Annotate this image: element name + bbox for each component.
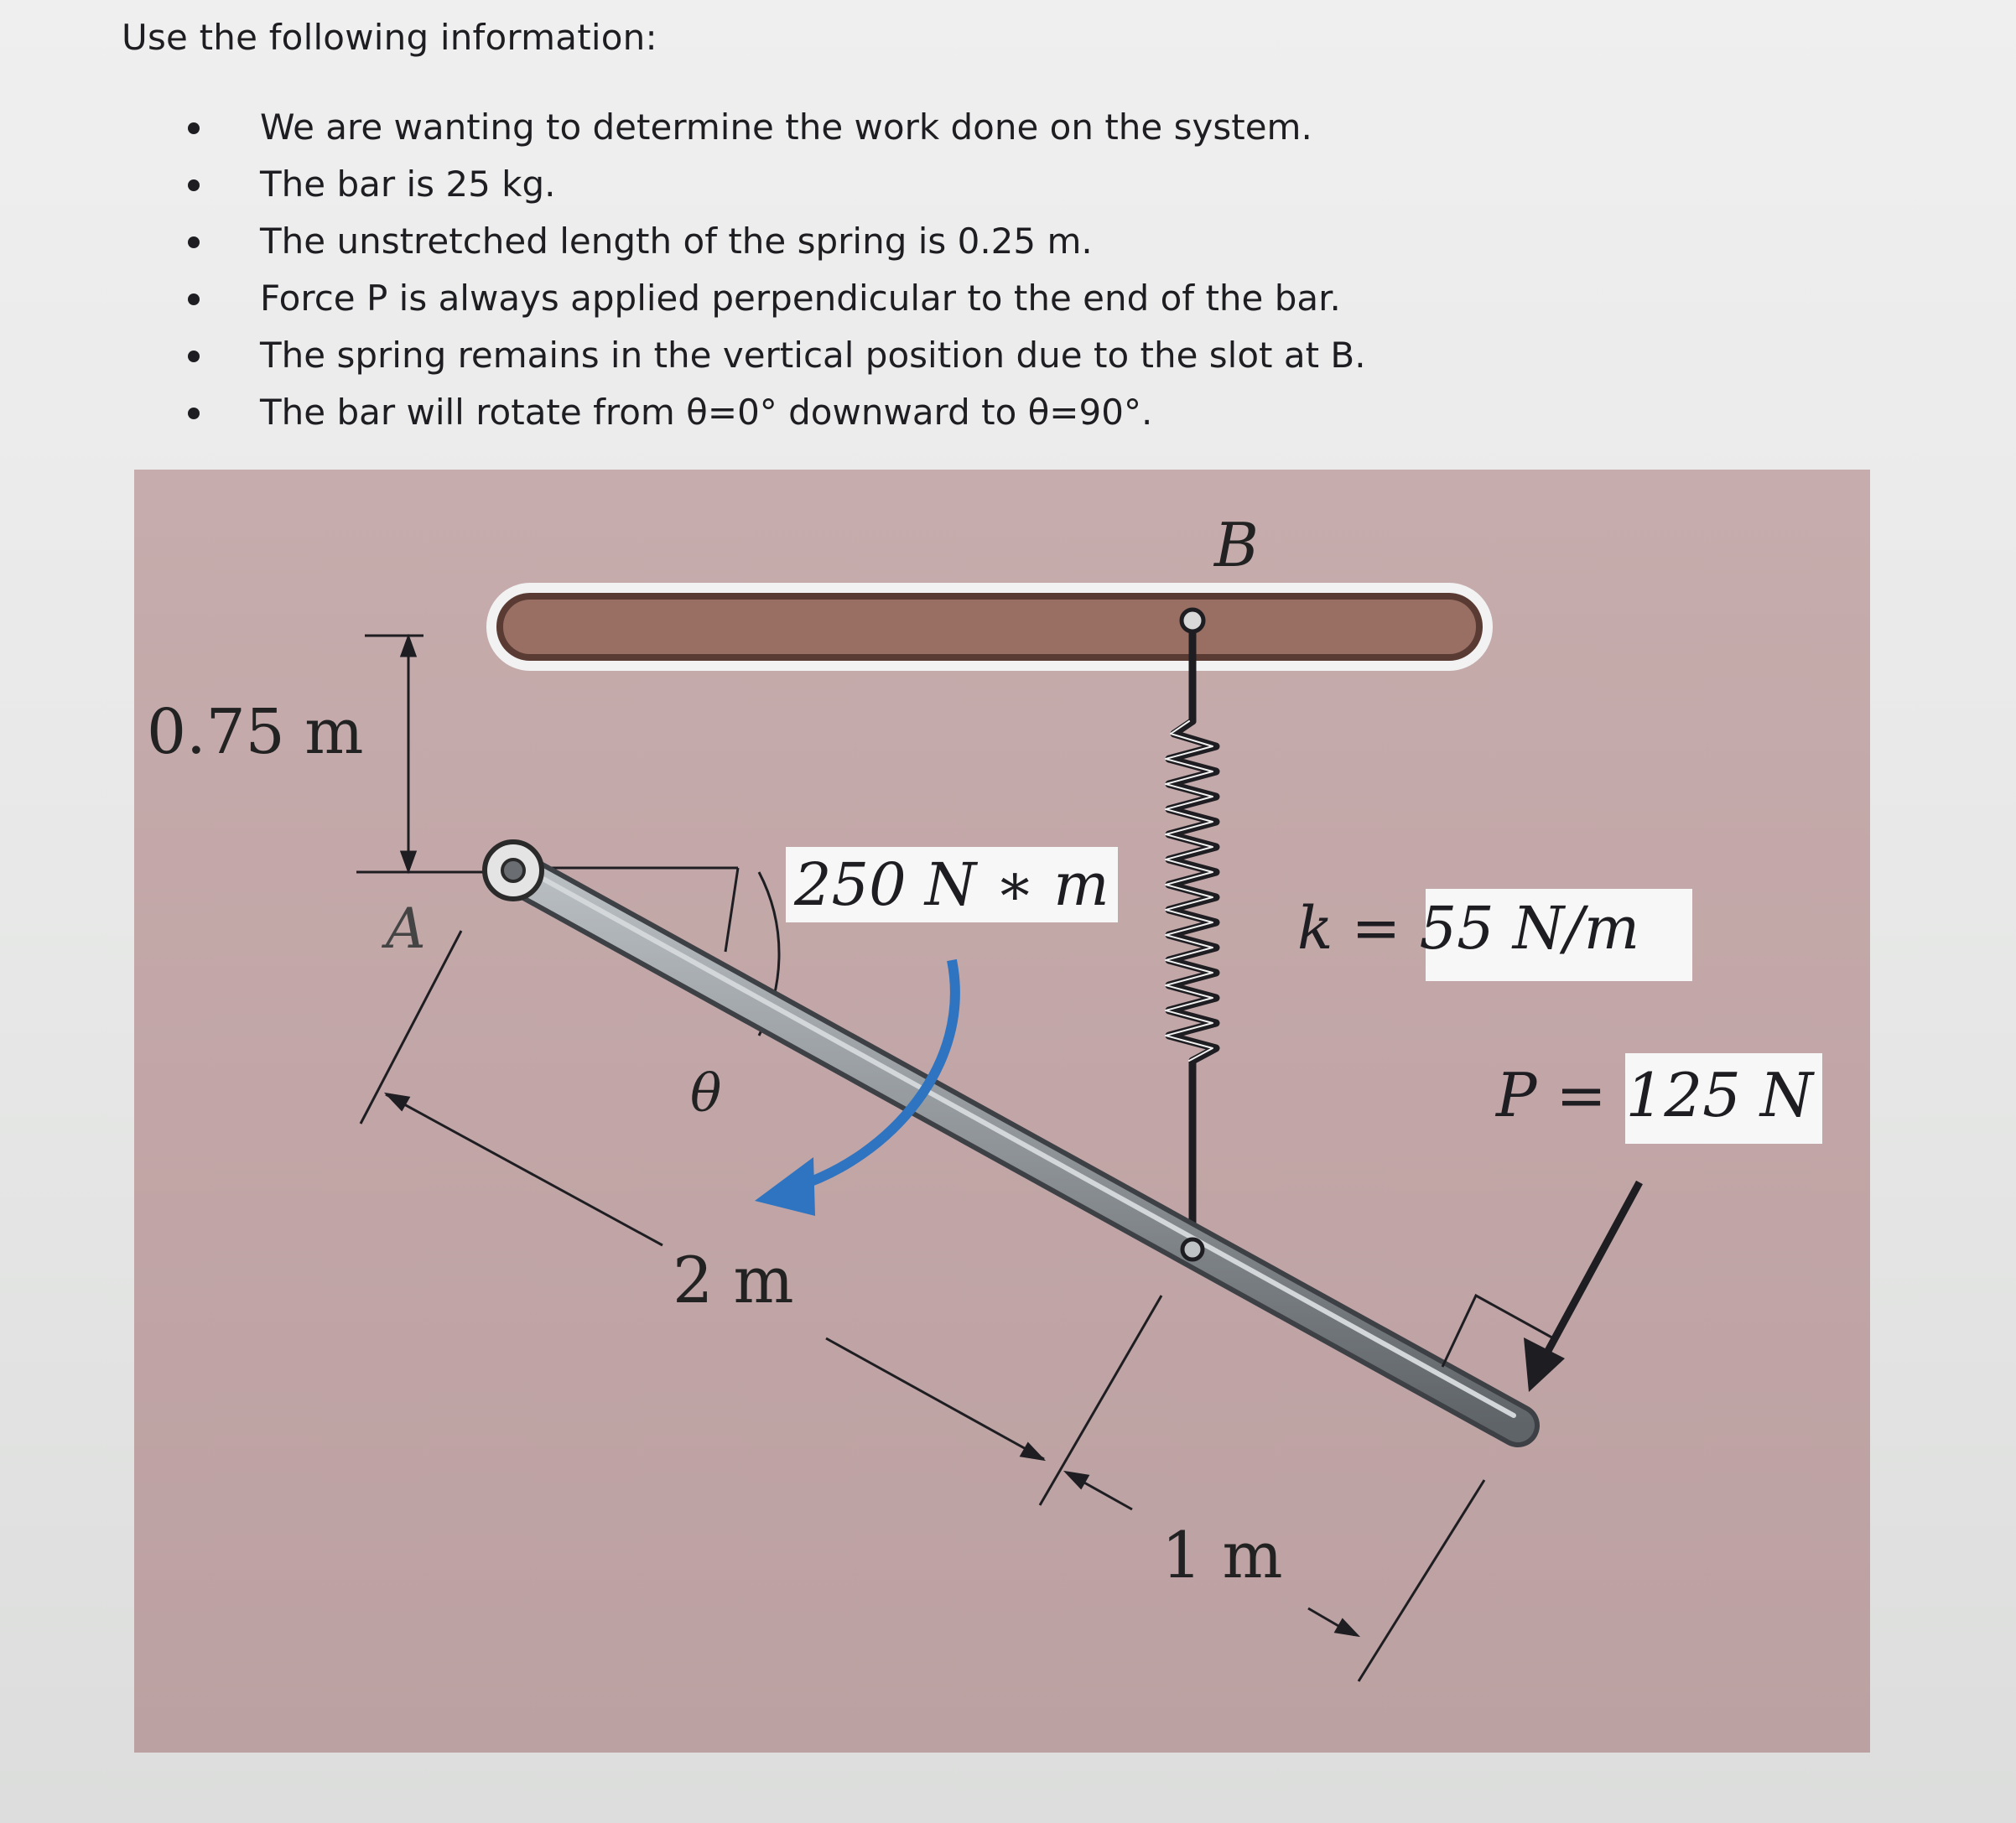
height-dimension: [356, 636, 507, 872]
spring-pin-icon: [1182, 1239, 1203, 1259]
bullet-icon: [188, 408, 200, 419]
bullet-icon: [188, 293, 200, 305]
list-item: Force P is always applied perpendicular to the end of the bar.: [176, 270, 1366, 327]
list-item: The unstretched length of the spring is 0.25 m.: [176, 213, 1366, 270]
list-item: The bar is 25 kg.: [176, 156, 1366, 213]
force-label: P = 125 N: [1496, 1060, 1813, 1130]
moment-label: 250 N ∗ m: [786, 847, 1118, 922]
bullet-icon: [188, 236, 200, 248]
bullet-icon: [188, 351, 200, 362]
force-arrow-icon: [1442, 1182, 1639, 1392]
height-label: 0.75 m: [147, 696, 364, 768]
spring-constant-label: k = 55 N/m: [1297, 894, 1640, 963]
point-a-label: A: [386, 896, 426, 961]
list-item: We are wanting to determine the work done on the system.: [176, 99, 1366, 156]
bullet-icon: [188, 122, 200, 134]
pin-a-icon: [485, 842, 542, 899]
point-b-label: B: [1214, 510, 1259, 580]
list-item: The bar will rotate from θ=0° downward to θ=90°.: [176, 384, 1366, 441]
list-item: The spring remains in the vertical position due to the slot at B.: [176, 327, 1366, 384]
length-label-1m: 1 m: [1161, 1518, 1283, 1592]
spring: [1166, 610, 1216, 1245]
length-label-2m: 2 m: [673, 1243, 794, 1317]
slot-track: [486, 583, 1493, 671]
bullet-icon: [188, 179, 200, 191]
info-list: [176, 99, 1366, 441]
angle-symbol-label: θ: [690, 1062, 722, 1124]
intro-text: Use the following information:: [122, 17, 657, 58]
